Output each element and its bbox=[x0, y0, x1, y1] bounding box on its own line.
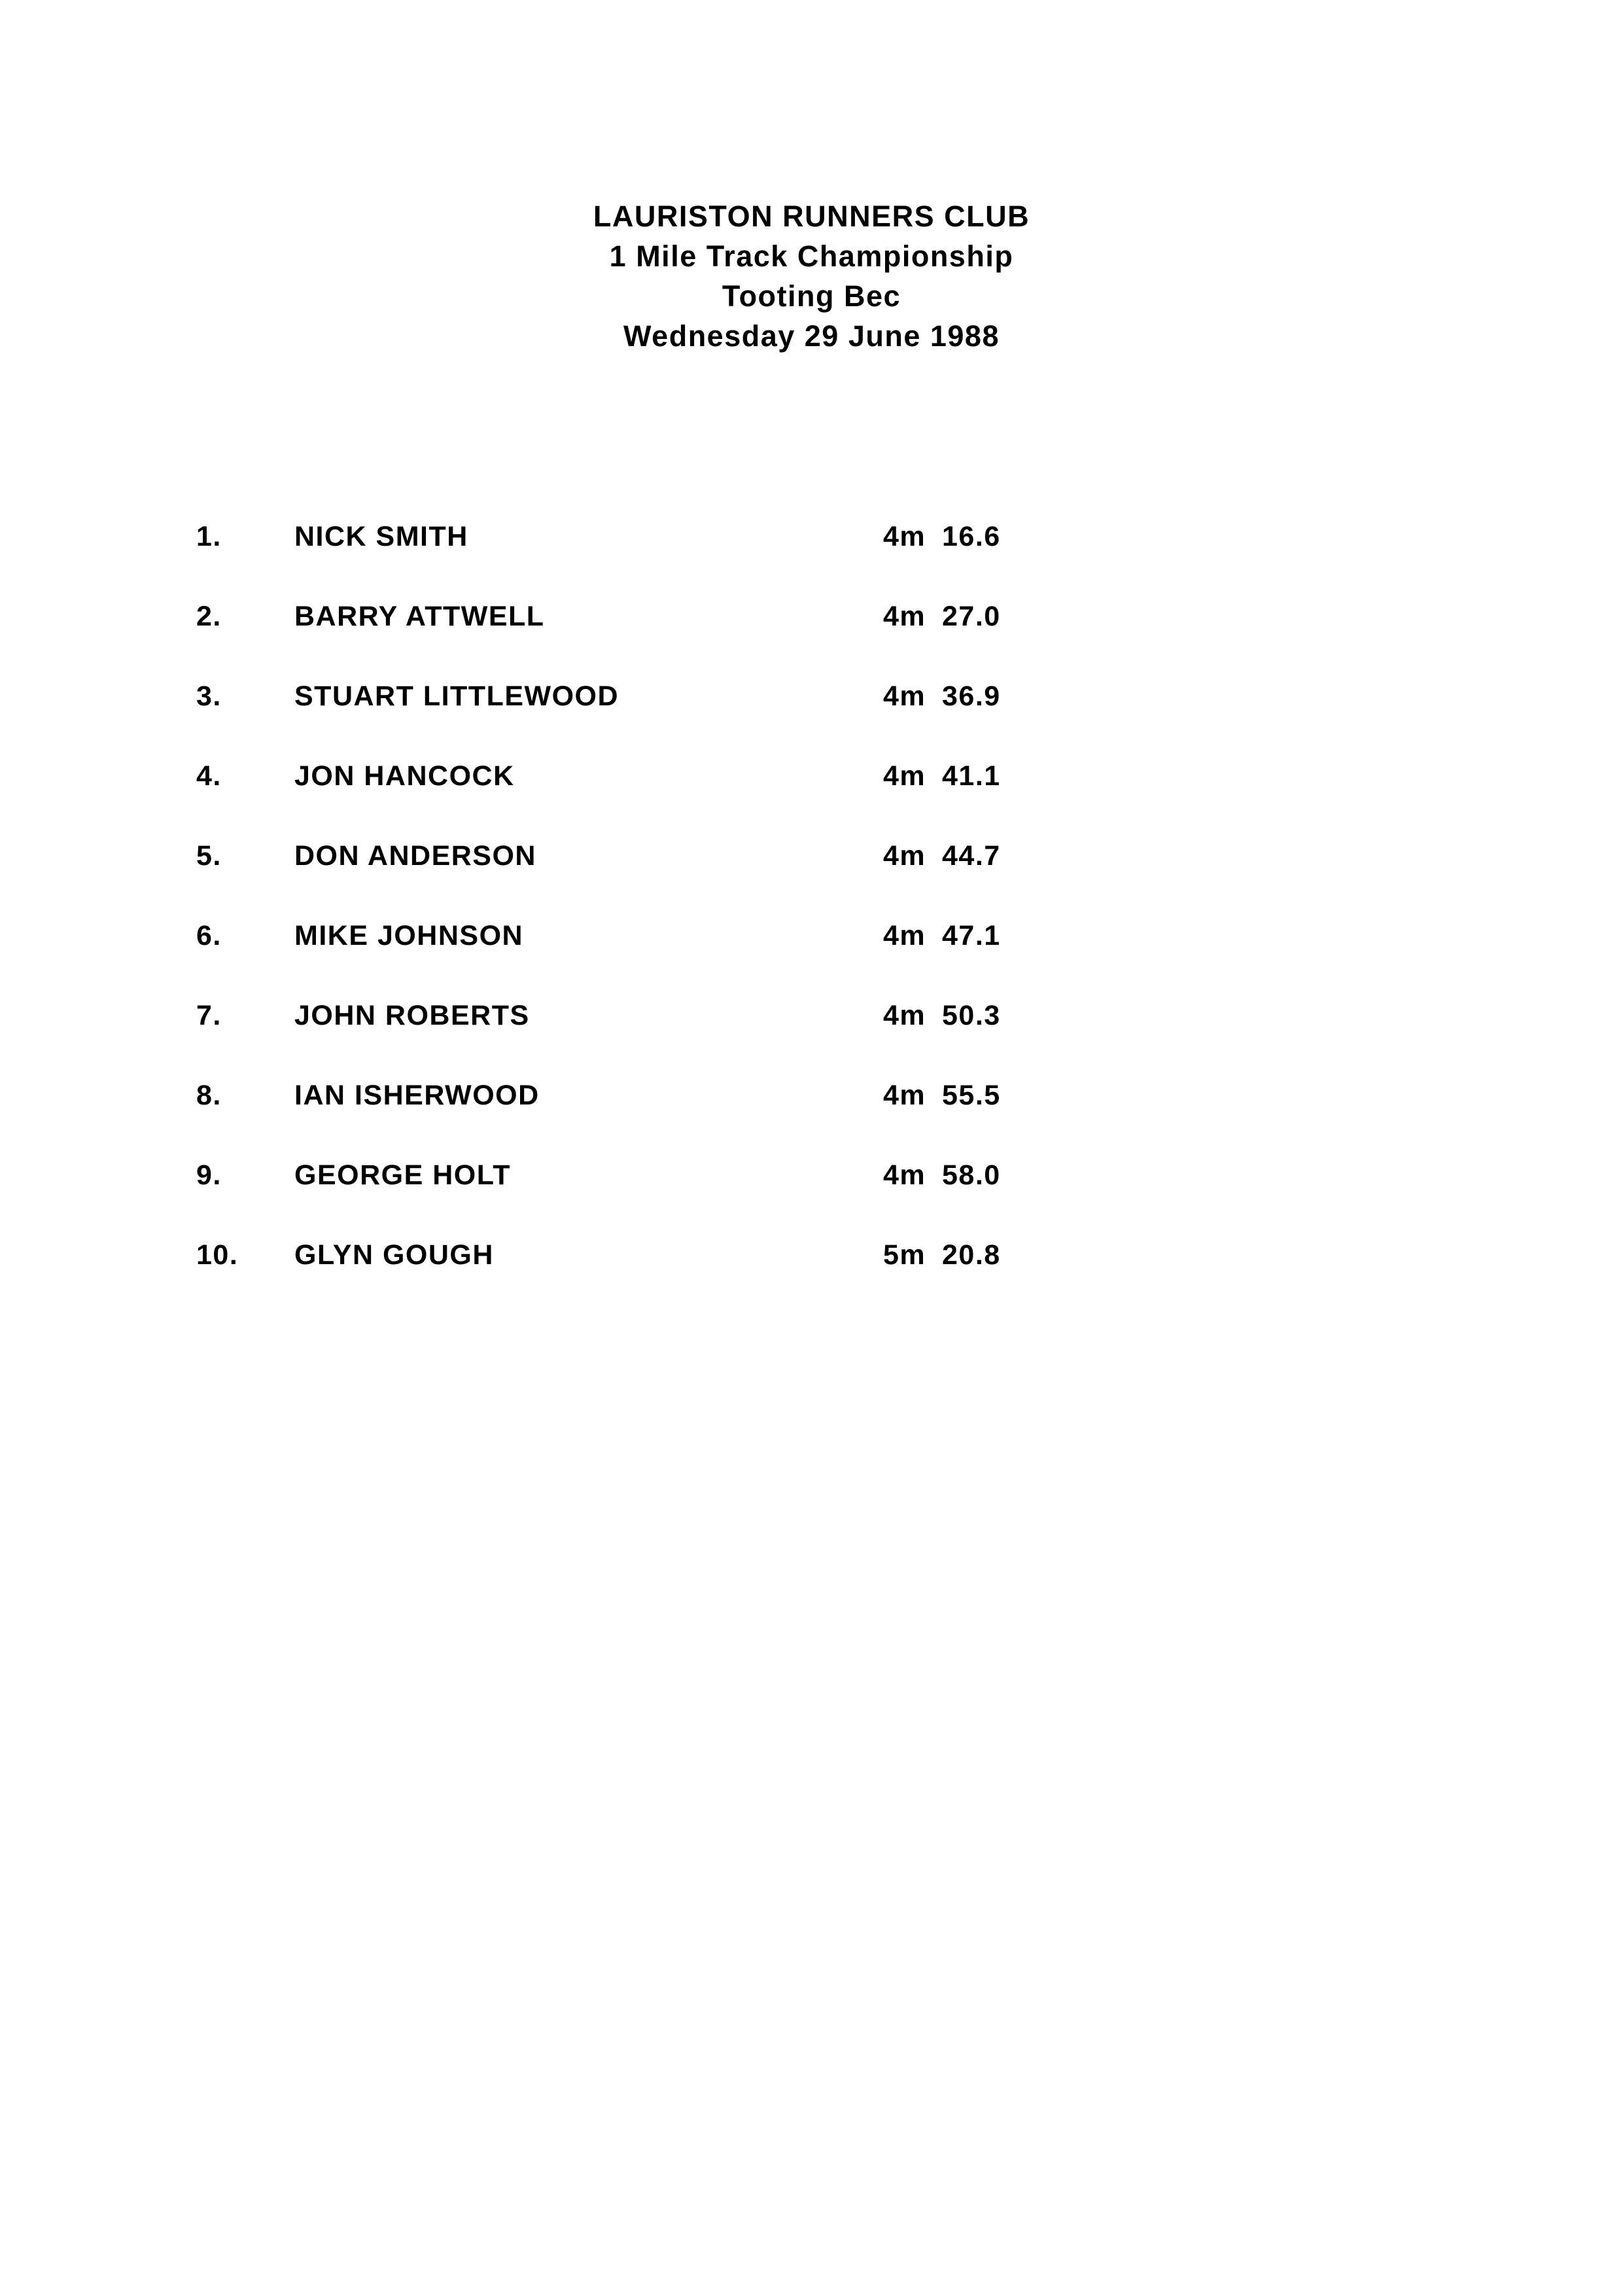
results-list bbox=[0, 517, 1623, 1315]
time-seconds: 20.8 bbox=[942, 1239, 1001, 1271]
result-row bbox=[0, 916, 1623, 996]
runner-name: GEORGE HOLT bbox=[294, 1159, 512, 1191]
result-row bbox=[0, 1235, 1623, 1315]
time-minutes: 4m bbox=[883, 601, 926, 632]
time-seconds: 36.9 bbox=[942, 680, 1001, 712]
runner-name: MIKE JOHNSON bbox=[294, 920, 524, 951]
time-minutes: 4m bbox=[883, 840, 926, 872]
runner-name: JOHN ROBERTS bbox=[294, 1000, 530, 1031]
event-title: 1 Mile Track Championship bbox=[609, 239, 1014, 273]
runner-name: NICK SMITH bbox=[294, 521, 468, 552]
result-row bbox=[0, 597, 1623, 677]
time-minutes: 4m bbox=[883, 521, 926, 552]
time-minutes: 4m bbox=[883, 1159, 926, 1191]
result-position: 4. bbox=[196, 760, 222, 792]
result-position: 3. bbox=[196, 680, 222, 712]
time-minutes: 5m bbox=[883, 1239, 926, 1271]
document-header bbox=[0, 196, 1623, 356]
runner-name: GLYN GOUGH bbox=[294, 1239, 494, 1271]
result-row bbox=[0, 1076, 1623, 1156]
time-seconds: 44.7 bbox=[942, 840, 1001, 872]
result-row bbox=[0, 1156, 1623, 1235]
time-seconds: 41.1 bbox=[942, 760, 1001, 792]
time-seconds: 16.6 bbox=[942, 521, 1001, 552]
result-position: 5. bbox=[196, 840, 222, 872]
time-minutes: 4m bbox=[883, 680, 926, 712]
result-row bbox=[0, 517, 1623, 597]
runner-name: STUART LITTLEWOOD bbox=[294, 680, 620, 712]
time-seconds: 58.0 bbox=[942, 1159, 1001, 1191]
runner-name: DON ANDERSON bbox=[294, 840, 536, 872]
time-minutes: 4m bbox=[883, 1080, 926, 1111]
result-row bbox=[0, 756, 1623, 836]
result-row bbox=[0, 677, 1623, 756]
result-position: 2. bbox=[196, 601, 222, 632]
runner-name: BARRY ATTWELL bbox=[294, 601, 545, 632]
time-seconds: 55.5 bbox=[942, 1080, 1001, 1111]
result-position: 8. bbox=[196, 1080, 222, 1111]
time-seconds: 47.1 bbox=[942, 920, 1001, 951]
time-minutes: 4m bbox=[883, 1000, 926, 1031]
venue-title: Tooting Bec bbox=[722, 279, 901, 313]
club-title: LAURISTON RUNNERS CLUB bbox=[593, 200, 1030, 233]
runner-name: IAN ISHERWOOD bbox=[294, 1080, 540, 1111]
result-row bbox=[0, 836, 1623, 916]
result-position: 9. bbox=[196, 1159, 222, 1191]
time-seconds: 50.3 bbox=[942, 1000, 1001, 1031]
result-position: 6. bbox=[196, 920, 222, 951]
time-minutes: 4m bbox=[883, 760, 926, 792]
result-position: 7. bbox=[196, 1000, 222, 1031]
time-minutes: 4m bbox=[883, 920, 926, 951]
result-position: 10. bbox=[196, 1239, 239, 1271]
time-seconds: 27.0 bbox=[942, 601, 1001, 632]
runner-name: JON HANCOCK bbox=[294, 760, 515, 792]
event-date: Wednesday 29 June 1988 bbox=[623, 319, 1000, 353]
result-position: 1. bbox=[196, 521, 222, 552]
result-row bbox=[0, 996, 1623, 1076]
